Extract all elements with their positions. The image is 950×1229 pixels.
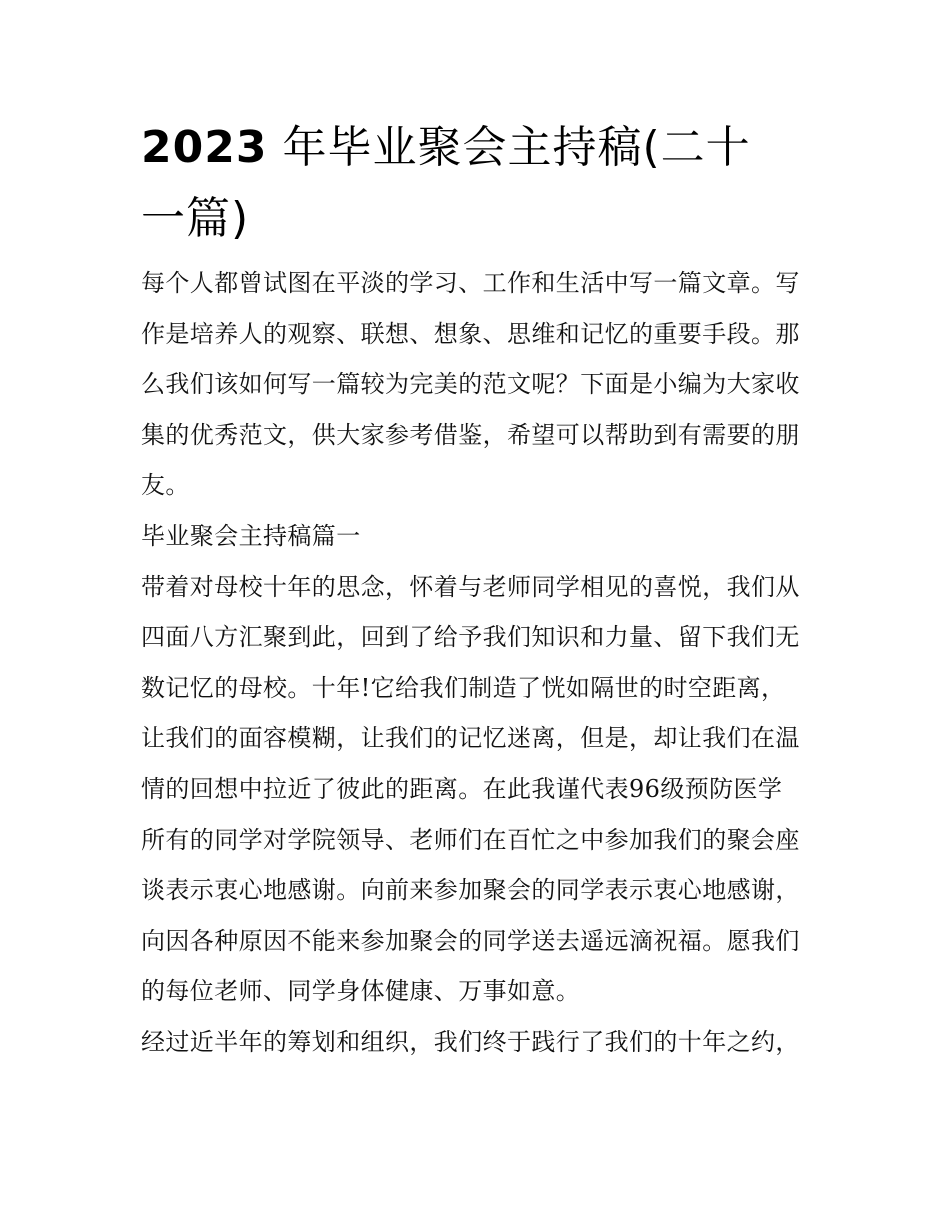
text-line: 向因各种原因不能来参加聚会的同学送去遥远滴祝福。愿我们 xyxy=(141,926,800,955)
document-content xyxy=(141,112,813,1068)
section-heading: 毕业聚会主持稿篇一 xyxy=(141,521,361,550)
text-line: 数记忆的母校。十年!它给我们制造了恍如隔世的时空距离， xyxy=(141,673,786,702)
text-line: 让我们的面容模糊，让我们的记忆迷离，但是，却让我们在温 xyxy=(141,724,800,753)
text-line: 谈表示衷心地感谢。向前来参加聚会的同学表示衷心地感谢， xyxy=(141,876,800,905)
paragraph-1 xyxy=(141,562,813,1017)
text-line: 作是培养人的观察、联想、想象、思维和记忆的重要手段。那 xyxy=(141,319,800,348)
intro-paragraph xyxy=(141,258,813,511)
title-year: 2023 xyxy=(141,122,268,173)
text-line: 友。 xyxy=(141,471,190,500)
text-line: 每个人都曾试图在平淡的学习、工作和生活中写一篇文章。写 xyxy=(141,269,800,297)
text-line: 情的回想中拉近了彼此的距离。在此我谨代表96级预防医学 xyxy=(141,774,783,803)
text-line: 的每位老师、同学身体健康、万事如意。 xyxy=(141,977,581,1006)
text-line: 么我们该如何写一篇较为完美的范文呢？下面是小编为大家收 xyxy=(141,370,800,399)
text-line: 经过近半年的筹划和组织，我们终于践行了我们的十年之约， xyxy=(141,1027,800,1056)
document-body xyxy=(141,258,813,1068)
title-text: 年毕业聚会主持稿(二十一篇) xyxy=(141,122,751,244)
text-line: 所有的同学对学院领导、老师们在百忙之中参加我们的聚会座 xyxy=(141,825,800,854)
text-line: 集的优秀范文，供大家参考借鉴，希望可以帮助到有需要的朋 xyxy=(141,420,800,449)
paragraph-2 xyxy=(141,1017,813,1068)
text-line: 带着对母校十年的思念，怀着与老师同学相见的喜悦，我们从 xyxy=(141,572,800,601)
document-title xyxy=(141,112,791,254)
text-line: 四面八方汇聚到此，回到了给予我们知识和力量、留下我们无 xyxy=(141,623,800,652)
